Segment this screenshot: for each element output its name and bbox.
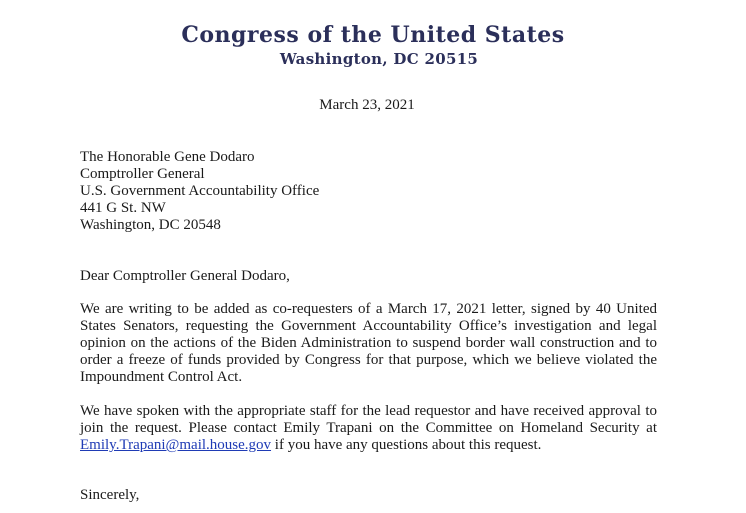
body-paragraph-2 xyxy=(80,403,657,454)
letterhead-subtitle xyxy=(0,50,746,68)
letterhead-title: Congress of the United States xyxy=(181,22,565,48)
recipient-line: Washington, DC 20548 xyxy=(80,217,221,233)
paragraph-2-text-end: if you have any questions about this request. xyxy=(271,437,542,453)
recipient-line: Comptroller General xyxy=(80,166,205,182)
letter-date: March 23, 2021 xyxy=(319,97,415,113)
salutation: Dear Comptroller General Dodaro, xyxy=(80,268,290,284)
recipient-line: The Honorable Gene Dodaro xyxy=(80,149,255,165)
closing: Sincerely, xyxy=(80,487,140,503)
email-link[interactable]: Emily.Trapani@mail.house.gov xyxy=(80,437,272,453)
letterhead-address: Washington, DC 20515 xyxy=(279,50,479,68)
recipient-line: 441 G St. NW xyxy=(80,200,166,216)
recipient-line: U.S. Government Accountability Office xyxy=(80,183,320,199)
body-paragraph-1: We are writing to be added as co-requesters of a March 17, 2021 letter, signed by 40 United States Senators, requesting the Government Accountability Office’s investigation and legal opinion on the actions of the Biden Administration to suspend border wall construction and to order a freeze of funds provided by Congress for that purpose, which we believe violated the Impoundment Control Act. xyxy=(80,301,657,385)
paragraph-2-text: We have spoken with the appropriate staff for the lead requestor and have received approval to join the request. Please contact Emily Trapani on the Committee on Homeland Security at xyxy=(80,403,657,436)
recipient-address xyxy=(80,149,319,234)
